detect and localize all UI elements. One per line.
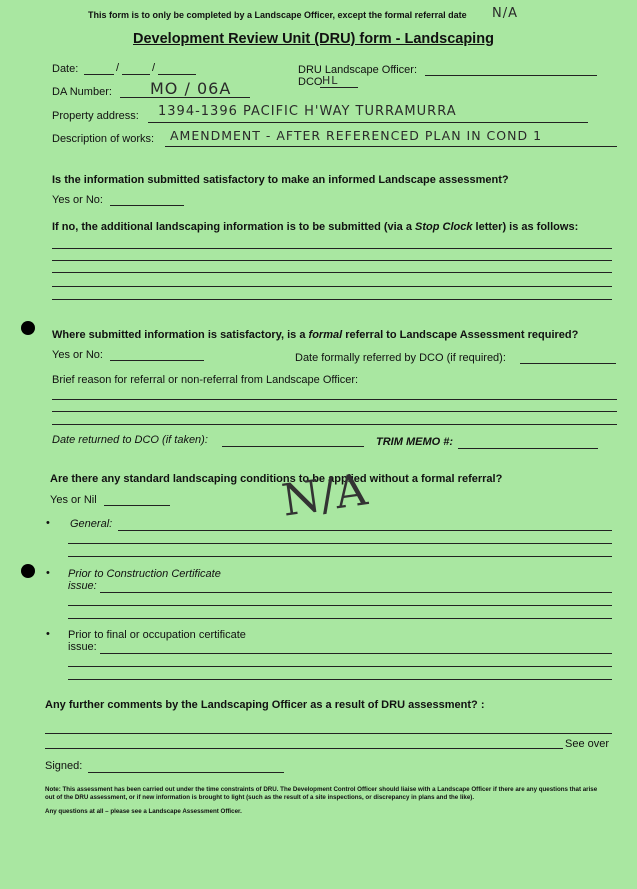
q3-yes-no-field[interactable] [110,360,204,361]
bullet-point: • [46,567,50,579]
q1-yes-no-label: Yes or No: [52,194,103,206]
footer-questions: Any questions at all – please see a Landscape Assessment Officer. [45,808,242,815]
general-label: General: [70,518,113,530]
trim-memo-field[interactable] [458,448,598,449]
description-label: Description of works: [52,133,155,145]
comments-line[interactable] [45,733,612,734]
additional-info-line[interactable] [52,260,612,261]
date-label: Date: [52,63,79,75]
see-over-label: See over [565,738,610,750]
reason-line[interactable] [52,424,617,425]
yes-or-nil-label: Yes or Nil [50,494,97,506]
footer-note: Note: This assessment has been carried out under the time constraints of DRU. The Development Control Officer should liaise with a Landscape Officer if there are any questions that arise out of the DRU assessment, or if new information is brought to light (such as the result of a site inspections, or discrepancy in plans and the like). [45,786,598,801]
da-number-value: MO / 06A [150,79,232,98]
officer-field[interactable] [425,75,597,76]
date-referred-label: Date formally referred by DCO (if required): [295,352,506,364]
question-additional-info: If no, the additional landscaping information is to be submitted (via a Stop Clock letter) is as follows: [52,221,579,233]
date-month-field[interactable] [122,74,150,75]
property-address-value: 1394-1396 PACIFIC H'WAY TURRAMURRA [158,104,457,119]
dco-label: DCO [298,76,323,88]
question-info-satisfactory: Is the information submitted satisfactory to make an informed Landscape assessment? [52,174,509,186]
da-number-label: DA Number: [52,86,112,98]
da-number-field[interactable] [120,97,250,98]
yes-or-nil-field[interactable] [104,505,170,506]
cc-line[interactable] [68,618,612,619]
date-returned-label: Date returned to DCO (if taken): [52,434,208,446]
additional-info-line[interactable] [52,299,612,300]
handwritten-na: N/A [278,464,371,527]
additional-info-line[interactable] [52,286,612,287]
general-line[interactable] [68,556,612,557]
header-note: This form is to only be completed by a Landscape Officer, except the formal referral date [88,10,467,20]
cc-label-line1: Prior to Construction Certificate [68,568,221,580]
punch-hole-mark [21,564,35,578]
trim-memo-label: TRIM MEMO #: [376,436,453,448]
q1-yes-no-field[interactable] [110,205,184,206]
header-handwritten-note: N/A [492,6,518,21]
general-line[interactable] [68,543,612,544]
question-standard-conditions: Are there any standard landscaping conditions to be applied without a formal referral? [50,473,503,485]
punch-hole-mark [21,321,35,335]
question-further-comments: Any further comments by the Landscaping Officer as a result of DRU assessment? : [45,699,485,711]
description-value: AMENDMENT - AFTER REFERENCED PLAN IN COND 1 [170,128,543,143]
cc-line[interactable] [100,592,612,593]
question-formal-referral: Where submitted information is satisfactory, is a formal referral to Landscape Assessment required? [52,329,579,341]
general-line[interactable] [118,530,612,531]
comments-line[interactable] [45,748,563,749]
dco-field[interactable] [320,87,358,88]
bullet-point: • [46,517,50,529]
additional-info-line[interactable] [52,248,612,249]
oc-label-line2: issue: [68,641,97,653]
description-field[interactable] [165,146,617,147]
officer-label: DRU Landscape Officer: [298,64,418,76]
dco-value: HL [322,74,339,87]
bullet-point: • [46,628,50,640]
signature-field[interactable] [88,772,284,773]
additional-info-line[interactable] [52,272,612,273]
date-referred-field[interactable] [520,363,616,364]
signed-label: Signed: [45,760,83,772]
form-title: Development Review Unit (DRU) form - Landscaping [133,31,494,47]
q3-yes-no-label: Yes or No: [52,349,103,361]
date-day-field[interactable] [84,74,114,75]
oc-label-line1: Prior to final or occupation certificate [68,629,246,641]
oc-line[interactable] [100,653,612,654]
date-year-field[interactable] [158,74,196,75]
oc-line[interactable] [68,666,612,667]
property-address-field[interactable] [148,122,588,123]
oc-line[interactable] [68,679,612,680]
date-separator: / [152,62,156,74]
date-returned-field[interactable] [222,446,364,447]
date-separator: / [116,62,120,74]
property-address-label: Property address: [52,110,139,122]
brief-reason-label: Brief reason for referral or non-referral from Landscape Officer: [52,374,359,386]
reason-line[interactable] [52,399,617,400]
cc-label-line2: issue: [68,580,97,592]
reason-line[interactable] [52,411,617,412]
cc-line[interactable] [68,605,612,606]
